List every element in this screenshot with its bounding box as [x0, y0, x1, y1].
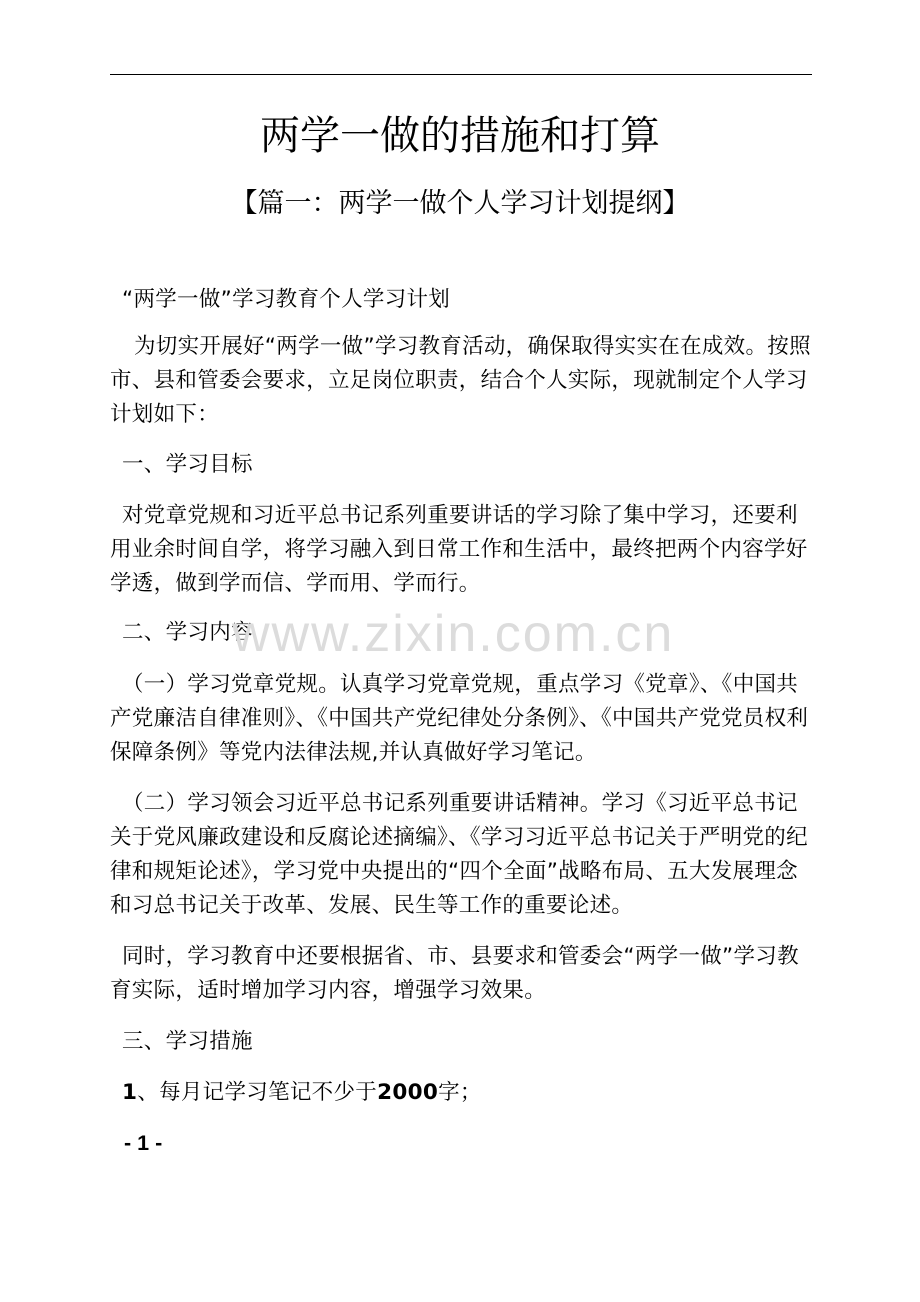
measure-1-text-b: 字； — [438, 1080, 482, 1105]
section2-title: 二、学习内容 — [122, 620, 253, 645]
section2-item-1: （一）学习党章党规。认真学习党章党规，重点学习《党章》、《中国共产党廉洁自律准则》、《中国共产党纪律处分条例》、《中国共产党党员权利保障条例》等党内法律法规,并认真做好学习笔记。 — [110, 672, 809, 765]
page-number: - 1 - — [124, 1131, 163, 1155]
section1-title: 一、学习目标 — [122, 452, 253, 477]
section2-item-2: （二）学习领会习近平总书记系列重要讲话精神。学习《习近平总书记关于党风廉政建设和反腐论述摘编》、《学习习近平总书记关于严明党的纪律和规矩论述》，学习党中央提出的“四个全面”战略布局、五大发展理念和习总书记关于改革、发展、民生等工作的重要论述。 — [110, 791, 808, 918]
intro-paragraph: 为切实开展好“两学一做”学习教育活动，确保取得实实在在成效。按照市、县和管委会要求，立足岗位职责，结合个人实际，现就制定个人学习计划如下： — [110, 334, 811, 427]
measure-1-text-a: 、每月记学习笔记不少于 — [137, 1080, 378, 1105]
document-subtitle: 【篇一：两学一做个人学习计划提纲】 — [230, 188, 690, 219]
section3-title: 三、学习措施 — [122, 1029, 253, 1054]
watermark: www.zixin.com.cn — [232, 605, 675, 663]
measure-1 — [110, 1076, 827, 1110]
section1-paragraph: 对党章党规和习近平总书记系列重要讲话的学习除了集中学习，还要利用业余时间自学，将学习融入到日常工作和生活中，最终把两个内容学好学透，做到学而信、学而用、学而行。 — [110, 503, 808, 596]
plan-heading: “两学一做”学习教育个人学习计划 — [122, 287, 451, 312]
section2-extra-paragraph: 同时，学习教育中还要根据省、市、县要求和管委会“两学一做”学习教育实际，适时增加学习内容，增强学习效果。 — [110, 944, 799, 1003]
header-rule — [110, 74, 812, 75]
measure-1-number: 1 — [122, 1080, 138, 1105]
document-title: 两学一做的措施和打算 — [260, 113, 660, 159]
measure-1-count: 2000 — [377, 1080, 439, 1105]
